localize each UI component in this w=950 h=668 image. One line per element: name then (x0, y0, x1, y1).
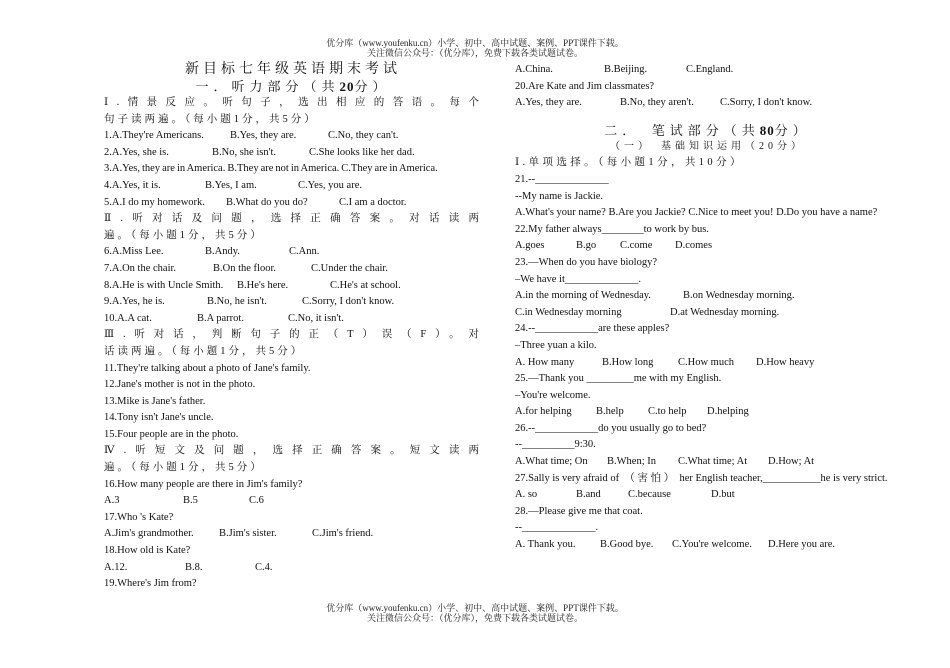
q23-option-c: C.in Wednesday morning (515, 306, 622, 318)
q18-option-b: B.8. (185, 561, 203, 573)
q18-option-a: A.12. (104, 561, 128, 573)
question-18-options (104, 560, 482, 577)
part2-heading-text: 二． 笔试部分（共 (604, 122, 760, 138)
question-14: 14.Tony isn't Jane's uncle. (104, 412, 214, 424)
section3-instruction: Ⅲ.听对话，判断句子的正（T）误（F）。对 (104, 329, 482, 341)
question-26-options (515, 454, 900, 471)
part2-subheading: （一） 基础知识运用（20分） (610, 140, 805, 152)
section2-instruction-2: 遍。（每小题1分，共5分） (104, 229, 264, 241)
question-25-answer: –You're welcome. (515, 389, 591, 401)
question-23-answer: –We have it______________. (515, 273, 642, 285)
question-28-options (515, 537, 900, 554)
question-28: 28.—Please give me that coat. (515, 505, 643, 517)
spacer (515, 112, 900, 122)
question-17-options (104, 526, 482, 543)
q27-option-d: D.but (711, 489, 735, 501)
q28-option-d: D.Here you are. (768, 539, 836, 551)
question-4 (104, 178, 482, 195)
question-16: 16.How many people are there in Jim's family? (104, 478, 303, 490)
page-footer (0, 603, 950, 623)
q26-option-a: A.What time; On (515, 456, 588, 468)
right-column (515, 62, 900, 554)
part1-heading-end: 分） (354, 79, 391, 94)
q24-option-c: C.How much (678, 356, 734, 368)
q19-option-a: A.China. (515, 64, 553, 75)
q22-option-b: B.go (576, 240, 597, 252)
q22-option-c: C.come (620, 240, 653, 252)
section2-instruction: Ⅱ.听对话及问题，选择正确答案。对话读两 (104, 213, 482, 225)
q24-option-d: D.How heavy (756, 356, 815, 368)
question-25-options (515, 404, 900, 421)
q17-option-a: A.Jim's grandmother. (104, 528, 194, 540)
q5-option-b: B.What do you do? (226, 196, 308, 208)
q2-option-b: B.No, she isn't. (212, 146, 277, 158)
question-21-options: A.What's your name? B.Are you Jackie? C.Nice to meet you! D.Do you have a name? (515, 207, 878, 219)
single-choice-instruction: Ⅰ.单项选择。（每小题1分，共10分） (515, 157, 744, 169)
q25-option-b: B.help (596, 406, 624, 418)
question-3: 3.A.Yes, they are in America. B.They are not in America. C.They are in America. (104, 163, 438, 175)
question-23: 23.—When do you have biology? (515, 256, 658, 268)
q20-option-c: C.Sorry, I don't know. (720, 97, 813, 109)
q9-option-c: C.Sorry, I don't know. (302, 296, 395, 308)
question-19-options (515, 62, 900, 79)
page-header (0, 38, 950, 58)
q27-option-a: A. so (515, 489, 538, 501)
question-9 (104, 294, 482, 311)
q17-option-b: B.Jim's sister. (219, 528, 277, 540)
q26-option-d: D.How; At (768, 456, 815, 468)
q28-option-b: B.Good bye. (600, 539, 654, 551)
q6-option-b: B.Andy. (205, 246, 240, 258)
q27-option-b: B.and (576, 489, 601, 501)
q1-option-c: C.No, they can't. (328, 130, 399, 142)
question-20-options (515, 95, 900, 112)
header-line-2: 关注微信公众号：（优分库），免费下载各类试题试卷。 (366, 48, 583, 58)
q6-option-c: C.Ann. (289, 246, 320, 258)
part1-heading-text: 一．听力部分（共 (195, 79, 340, 94)
q9-option-a: 9.A.Yes, he is. (104, 296, 165, 308)
section3-instruction-2: 话读两遍。（每小题1分，共5分） (104, 345, 305, 357)
question-13: 13.Mike is Jane's father. (104, 395, 206, 407)
q25-option-a: A.for helping (515, 406, 572, 418)
section4-instruction: Ⅳ.听短文及问题，选择正确答案。短文读两 (104, 445, 482, 457)
question-23-options-1 (515, 288, 900, 305)
q24-option-a: A. How many (515, 356, 575, 368)
q8-option-c: C.He's at school. (330, 279, 401, 291)
q28-option-a: A. Thank you. (515, 539, 576, 551)
part1-score: 20 (339, 79, 355, 94)
q16-option-b: B.5 (183, 495, 198, 507)
q2-option-c: C.She looks like her dad. (309, 146, 415, 158)
question-19: 19.Where's Jim from? (104, 578, 197, 590)
question-26-answer: --__________9:30. (515, 439, 596, 451)
q2-option-a: 2.A.Yes, she is. (104, 146, 169, 158)
q18-option-c: C.4. (255, 561, 273, 573)
question-16-options (104, 493, 482, 510)
q16-option-a: A.3 (104, 495, 120, 507)
question-6 (104, 244, 482, 261)
q19-option-b: B.Beijing. (604, 64, 648, 75)
q23-option-a: A.in the morning of Wednesday. (515, 290, 651, 302)
question-12: 12.Jane's mother is not in the photo. (104, 379, 256, 391)
question-20: 20.Are Kate and Jim classmates? (515, 80, 655, 92)
q5-option-c: C.I am a doctor. (339, 196, 407, 208)
q7-option-c: C.Under the chair. (311, 262, 388, 274)
q19-option-c: C.England. (686, 64, 734, 75)
part1-heading (104, 78, 482, 95)
q28-option-c: C.You're welcome. (672, 539, 752, 551)
q26-option-c: C.What time; At (678, 456, 748, 468)
question-22-options (515, 238, 900, 255)
q7-option-a: 7.A.On the chair. (104, 262, 177, 274)
question-15: 15.Four people are in the photo. (104, 428, 239, 440)
question-24-answer: –Three yuan a kilo. (515, 339, 597, 351)
q22-option-d: D.comes (675, 240, 713, 252)
q17-option-c: C.Jim's friend. (312, 528, 374, 540)
q25-option-d: D.helping (707, 406, 749, 418)
q4-option-a: 4.A.Yes, it is. (104, 179, 161, 191)
question-1 (104, 128, 482, 145)
q8-option-a: 8.A.He is with Uncle Smith. (104, 279, 224, 291)
q25-option-c: C.to help (648, 406, 687, 418)
q9-option-b: B.No, he isn't. (207, 296, 267, 308)
q7-option-b: B.On the floor. (213, 262, 276, 274)
q22-option-a: A.goes (515, 240, 545, 252)
q23-option-d: D.at Wednesday morning. (670, 306, 780, 318)
question-28-answer: --______________. (515, 522, 599, 534)
left-column (104, 62, 482, 593)
q10-option-b: B.A parrot. (197, 312, 244, 324)
question-22: 22.My father always________to work by bus. (515, 223, 709, 235)
question-27-options (515, 487, 900, 504)
part2-score: 80 (759, 122, 775, 138)
footer-line-2: 关注微信公众号：（优分库），免费下载各类试题试卷。 (366, 613, 583, 623)
q27-option-c: C.because (628, 489, 671, 501)
q1-option-b: B.Yes, they are. (230, 130, 297, 142)
section4-instruction-2: 遍。（每小题1分，共5分） (104, 462, 264, 474)
q6-option-a: 6.A.Miss Lee. (104, 246, 164, 258)
question-24-options (515, 355, 900, 372)
footer-line-1: 优分库（www.youfenku.cn）小学、初中、高中试题、案例、PPT课件下载。 (326, 603, 624, 613)
header-line-1: 优分库（www.youfenku.cn）小学、初中、高中试题、案例、PPT课件下载。 (326, 38, 624, 48)
part2-heading-end: 分） (774, 122, 811, 138)
question-25: 25.—Thank you _________me with my English. (515, 373, 722, 385)
question-10 (104, 311, 482, 328)
question-5 (104, 195, 482, 212)
question-21-answer: --My name is Jackie. (515, 190, 604, 202)
question-27: 27.Sally is very afraid of （ 害 怕 ） her English teacher,___________he is very strict. (515, 472, 888, 484)
q1-option-a: 1.A.They're Americans. (104, 130, 204, 142)
question-18: 18.How old is Kate? (104, 545, 191, 557)
q5-option-a: 5.A.I do my homework. (104, 196, 205, 208)
question-2 (104, 145, 482, 162)
q4-option-c: C.Yes, you are. (298, 179, 362, 191)
q20-option-a: A.Yes, they are. (515, 97, 582, 109)
exam-title: 新目标七年级英语期末考试 (185, 62, 401, 77)
q8-option-b: B.He's here. (237, 279, 289, 291)
q26-option-b: B.When; In (607, 456, 656, 468)
part2-heading (515, 122, 900, 139)
q4-option-b: B.Yes, I am. (205, 179, 257, 191)
q24-option-b: B.How long (602, 356, 654, 368)
question-8 (104, 278, 482, 295)
section1-instruction: Ⅰ.情景反应。听句子，选出相应的答语。每个 (104, 97, 482, 108)
question-21: 21.--______________ (515, 173, 609, 185)
question-17: 17.Who 's Kate? (104, 511, 174, 523)
q10-option-a: 10.A.A cat. (104, 312, 152, 324)
section1-instruction-2: 句子读两遍。（每小题1分，共5分） (104, 113, 318, 125)
question-23-options-2 (515, 305, 900, 322)
q16-option-c: C.6 (249, 495, 264, 507)
q23-option-b: B.on Wednesday morning. (683, 290, 795, 302)
question-11: 11.They're talking about a photo of Jane's family. (104, 362, 311, 374)
question-7 (104, 261, 482, 278)
question-26: 26.--____________do you usually go to bed? (515, 422, 707, 434)
q10-option-c: C.No, it isn't. (288, 312, 344, 324)
q20-option-b: B.No, they aren't. (620, 97, 694, 109)
question-24: 24.--____________are these apples? (515, 323, 670, 335)
